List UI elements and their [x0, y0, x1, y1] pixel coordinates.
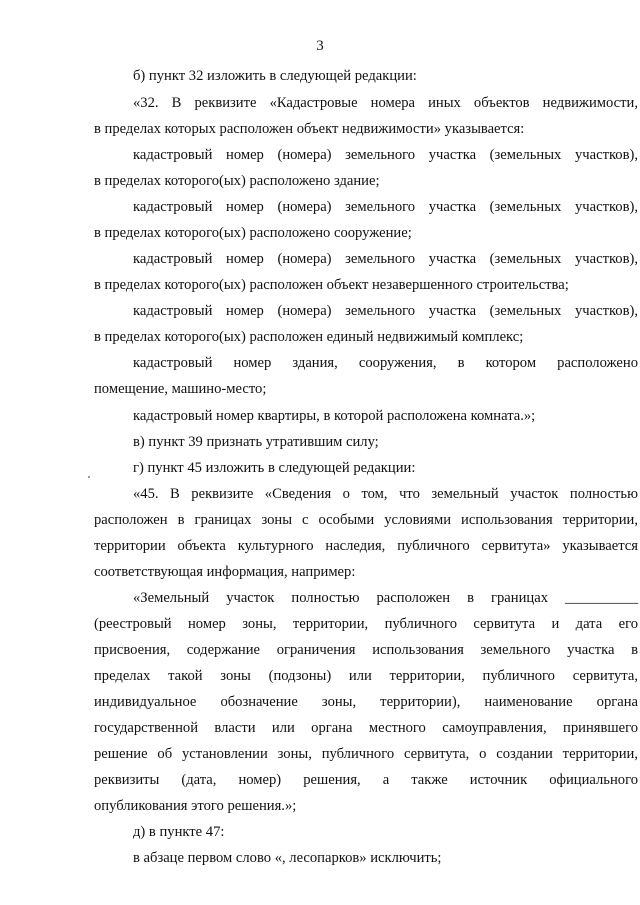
- text-line: в пределах которого(ых) расположен объект незавершенного строительства;: [94, 277, 569, 293]
- text-line: кадастровый номер квартиры, в которой расположена комната.»;: [133, 408, 536, 424]
- text-line: г) пункт 45 изложить в следующей редакции:: [133, 460, 416, 476]
- text-line: территории объекта культурного наследия, публичного сервитута» указывается: [94, 538, 638, 554]
- text-line: в пределах которого(ых) расположен единый недвижимый комплекс;: [94, 329, 524, 345]
- scan-speck: [88, 476, 90, 478]
- text-line: индивидуальное обозначение зоны, территории), наименование органа: [94, 694, 638, 710]
- text-line: пределах такой зоны (подзоны) или территории, публичного сервитута,: [94, 668, 638, 684]
- text-line: «45. В реквизите «Сведения о том, что земельный участок полностью: [133, 486, 638, 502]
- text-line: кадастровый номер (номера) земельного участка (земельных участков),: [133, 251, 638, 267]
- text-line: государственной власти или органа местного самоуправления, принявшего: [94, 720, 638, 736]
- text-line: (реестровый номер зоны, территории, публичного сервитута и дата его: [94, 616, 638, 632]
- text-line: в пределах которых расположен объект недвижимости» указывается:: [94, 121, 525, 137]
- text-line: «32. В реквизите «Кадастровые номера иных объектов недвижимости,: [133, 95, 638, 111]
- page-number: 3: [316, 38, 324, 54]
- text-line: в) пункт 39 признать утратившим силу;: [133, 434, 379, 450]
- text-line: в пределах которого(ых) расположено сооружение;: [94, 225, 412, 241]
- text-line: д) в пункте 47:: [133, 824, 225, 840]
- text-line: реквизиты (дата, номер) решения, а также источник официального: [94, 772, 638, 788]
- text-line: кадастровый номер (номера) земельного участка (земельных участков),: [133, 303, 638, 319]
- text-line: соответствующая информация, например:: [94, 564, 356, 580]
- text-line: присвоения, содержание ограничения использования земельного участка в: [94, 642, 638, 658]
- text-line: помещение, машино-место;: [94, 381, 267, 397]
- text-line: кадастровый номер (номера) земельного участка (земельных участков),: [133, 147, 638, 163]
- text-line: в пределах которого(ых) расположено здание;: [94, 173, 380, 189]
- text-line: в абзаце первом слово «, лесопарков» исключить;: [133, 850, 442, 866]
- text-line: кадастровый номер (номера) земельного участка (земельных участков),: [133, 199, 638, 215]
- text-line: опубликования этого решения.»;: [94, 798, 297, 814]
- text-line: б) пункт 32 изложить в следующей редакции:: [133, 68, 417, 84]
- text-line: расположен в границах зоны с особыми условиями использования территории,: [94, 512, 638, 528]
- text-line: решение об установлении зоны, публичного сервитута, о создании территории,: [94, 746, 638, 762]
- text-line: «Земельный участок полностью расположен в границах __________: [133, 590, 638, 606]
- text-line: кадастровый номер здания, сооружения, в котором расположено: [133, 355, 638, 371]
